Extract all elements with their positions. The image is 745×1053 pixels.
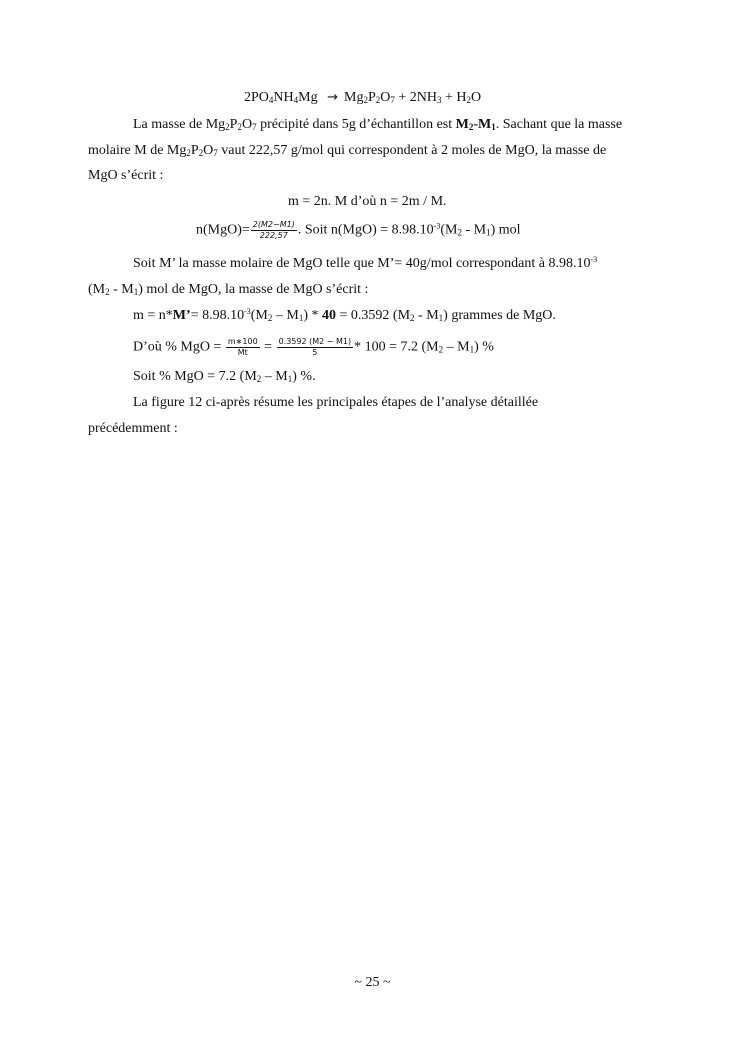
mass-difference: $M_2-M_1$ [455,117,496,132]
paragraph-3-line-1: La figure 12 ci-après résume les principales étapes de l’analyse détaillée [133,395,539,410]
paragraph-2-line-1: Soit M’ la masse molaire de MgO telle que M’= 40g/mol correspondant à $8.98.10^{-3}$ [133,255,598,271]
equation-final: Soit % MgO = 7.2 $(M_2 - M_1)$ %. [133,369,316,384]
paragraph-1-line-3: MgO s’écrit : [88,168,164,183]
equation-mass: m = n*M’= $8.98.10^{-3}(M_2 - M_1) * 40 = 0.3592$ $(M_2 - M_1)$ grammes de MgO. [133,307,556,323]
equation-n-mgo: n(MgO)= $\frac{2(M2-M1)}{222,57}$ . Soit $n(MgO) = 8.98.10^{-3}(M_2 - M_1)$ mol [196,220,521,240]
fraction-n: $\frac{2(M2-M1)}{222,57}$ [252,220,295,240]
fraction-percent-2: $\frac{0.3592 (M2 - M1)}{5}$ [278,337,352,357]
paragraph-1-line-2: molaire M de $Mg_2P_2O_7$ vaut 222,57 g/mol qui correspondent à 2 moles de MgO, la masse de [88,143,607,158]
paragraph-2-line-2: $(M_2 - M_1)$ mol de MgO, la masse de MgO s’écrit : [88,282,369,297]
reaction-arrow-icon: → [327,90,338,105]
page-number: ~ 25 ~ [354,975,391,990]
equation-m: m = 2n. M d’où n = 2m / M. [288,194,447,209]
paragraph-1-line-1: La masse de $Mg_2P_2O_7$ précipité dans 5g d’échantillon est $M_2-M_1$. Sachant que la masse [133,117,623,132]
paragraph-3-line-2: précédemment : [88,421,178,436]
equation-percent: D’où % MgO = $\frac{m∗100}{Mt}$ = $\frac{0.3592 (M2 - M1)}{5}$ * 100 = 7.2 $(M_2 - M_1)$ % [133,337,494,357]
fraction-percent-1: $\frac{m∗100}{Mt}$ [227,337,258,357]
reaction-equation: $2PO_4NH_4Mg \to Mg_2P_2O_7 + 2NH_3 + H_2O$ [244,90,482,105]
